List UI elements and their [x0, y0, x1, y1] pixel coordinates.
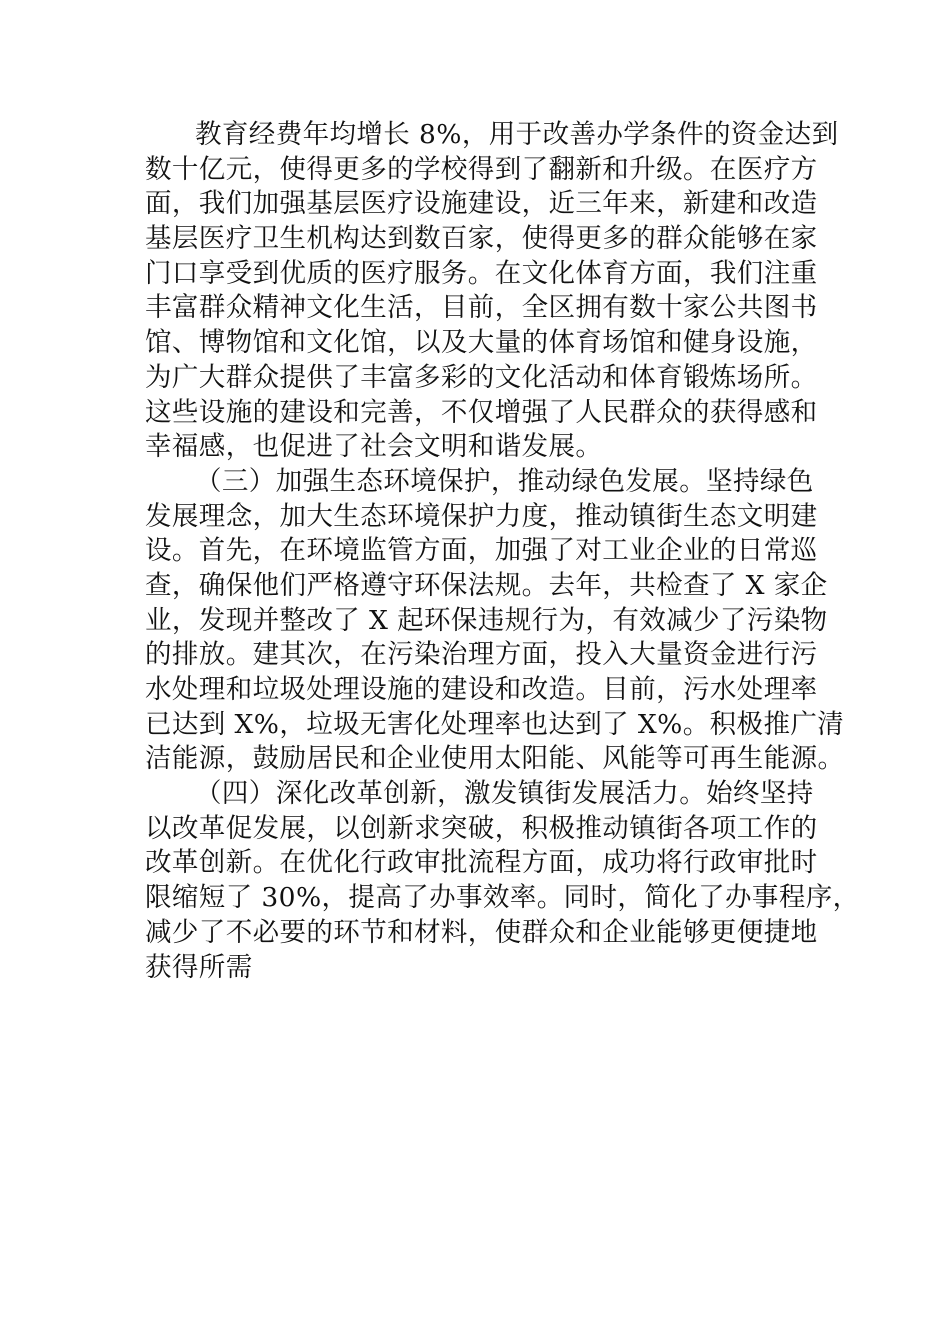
text-line: 减少了不必要的环节和材料，使群众和企业能够更便捷地 [145, 916, 818, 948]
text-line: 已达到 X%，垃圾无害化处理率也达到了 X%。积极推广清 [145, 708, 845, 740]
text-line: 水处理和垃圾处理设施的建设和改造。目前，污水处理率 [145, 674, 818, 705]
text-line: 幸福感，也促进了社会文明和谐发展。 [145, 431, 603, 463]
text-line: 的排放。建其次，在污染治理方面，投入大量资金进行污 [145, 639, 818, 671]
text-line: 业，发现并整改了 X 起环保违规行为，有效减少了污染物 [145, 604, 828, 636]
text-line: 丰富群众精神文化生活，目前，全区拥有数十家公共图书 [145, 292, 818, 324]
text-line: 这些设施的建设和完善，不仅增强了人民群众的获得感和 [145, 396, 818, 428]
section-heading-line: （三）加强生态环境保护，推动绿色发展。坚持绿色 [195, 465, 814, 497]
text-line: 门口享受到优质的医疗服务。在文化体育方面，我们注重 [145, 257, 818, 289]
text-line: 洁能源，鼓励居民和企业使用太阳能、风能等可再生能源。 [145, 743, 845, 775]
text-line: 以改革促发展，以创新求突破，积极推动镇街各项工作的 [145, 812, 818, 844]
text-line: 面，我们加强基层医疗设施建设，近三年来，新建和改造 [145, 188, 818, 220]
text-line: 改革创新。在优化行政审批流程方面，成功将行政审批时 [145, 847, 818, 879]
text-line: 发展理念，加大生态环境保护力度，推动镇街生态文明建 [145, 500, 818, 532]
section-heading-line: （四）深化改革创新，激发镇街发展活力。始终坚持 [195, 778, 814, 810]
body-text [145, 118, 860, 985]
text-line: 基层医疗卫生机构达到数百家，使得更多的群众能够在家 [145, 223, 818, 255]
text-line: 设。首先，在环境监管方面，加强了对工业企业的日常巡 [145, 535, 818, 567]
text-line: 馆、博物馆和文化馆，以及大量的体育场馆和健身设施， [145, 327, 818, 359]
text-line: 查，确保他们严格遵守环保法规。去年，共检查了 X 家企 [145, 569, 828, 601]
text-line: 数十亿元，使得更多的学校得到了翻新和升级。在医疗方 [145, 153, 818, 185]
text-line: 限缩短了 30%，提高了办事效率。同时，简化了办事程序， [145, 882, 860, 914]
text-line: 教育经费年均增长 8%，用于改善办学条件的资金达到 [195, 119, 839, 150]
text-line: 获得所需 [145, 951, 253, 983]
text-line: 为广大群众提供了丰富多彩的文化活动和体育锻炼场所。 [145, 361, 818, 393]
